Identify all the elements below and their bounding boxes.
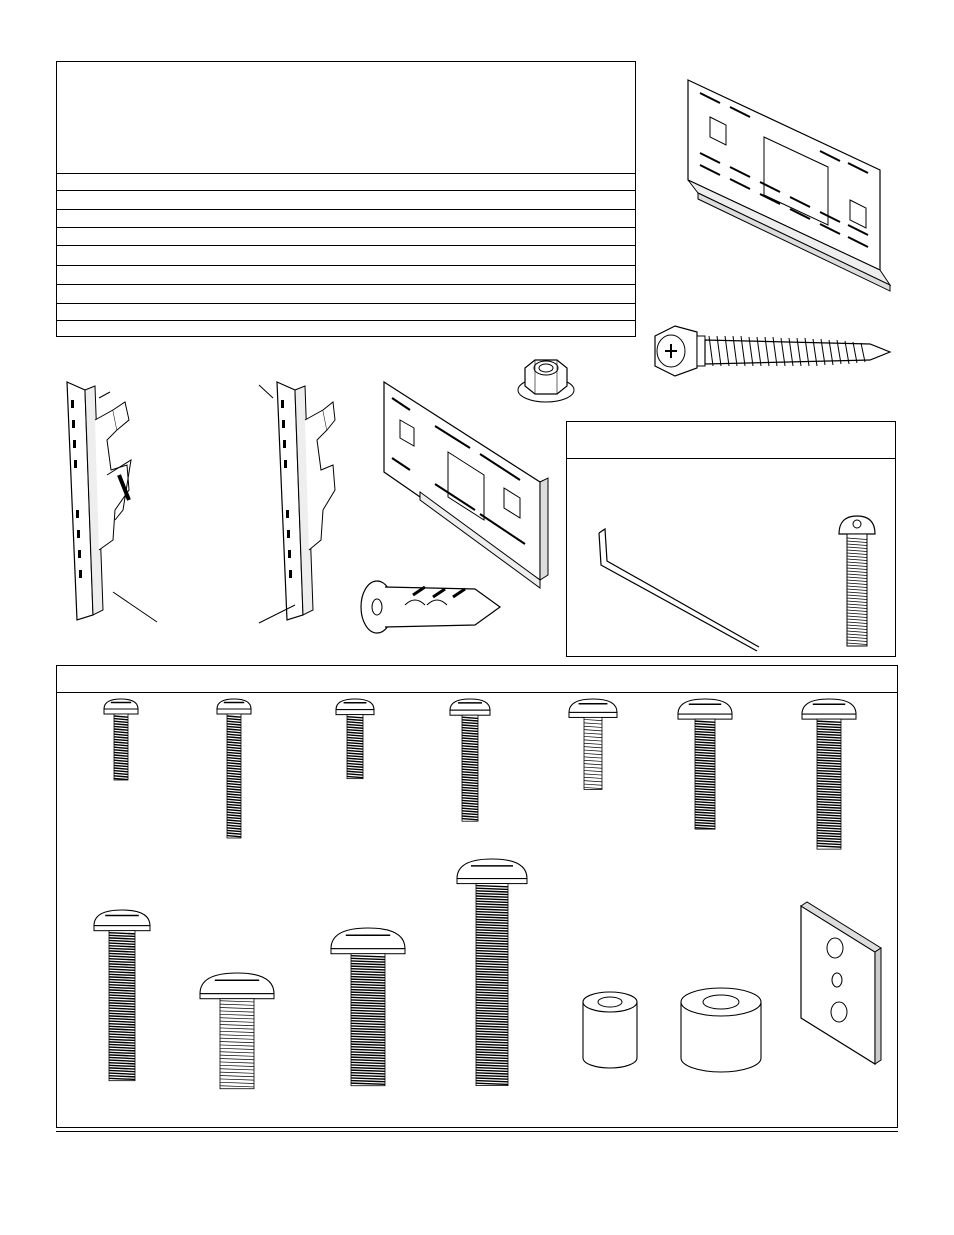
table-row: [57, 227, 635, 228]
hex-key-icon: [595, 527, 765, 652]
adapter-bracket-icon: [255, 380, 365, 630]
machine-screw-icon: [336, 699, 374, 779]
table-row: [57, 265, 635, 266]
table-row: [57, 303, 635, 304]
table-row: [57, 190, 635, 191]
wall-anchor-icon: [355, 575, 505, 640]
machine-screw-icon: [457, 859, 527, 1086]
machine-screw-icon: [104, 699, 138, 780]
parts-table: [56, 61, 636, 337]
machine-screw-icon: [217, 699, 251, 838]
machine-screw-icon: [331, 928, 405, 1086]
table-row: [57, 209, 635, 210]
wall-plate-small-icon: [380, 380, 555, 595]
table-row: [57, 245, 635, 246]
table-row: [57, 173, 635, 174]
security-screw-icon: [835, 514, 879, 649]
hardware-box: [56, 665, 898, 1128]
spacer-icon: [583, 992, 637, 1068]
tools-box: [566, 421, 896, 657]
machine-screw-icon: [450, 699, 490, 821]
flange-nut-icon: [515, 350, 577, 408]
lag-bolt-icon: [645, 318, 895, 388]
washer-plate-icon: [801, 902, 881, 1064]
parts-table-header: [57, 62, 635, 173]
wall-plate-icon: [680, 75, 910, 305]
adapter-bracket-icon: [55, 380, 165, 630]
spacer-icon: [681, 988, 761, 1072]
machine-screw-icon: [94, 910, 150, 1081]
machine-screw-icon: [200, 973, 274, 1089]
hardware-parts: [57, 666, 899, 1129]
table-row: [57, 284, 635, 285]
table-row: [57, 320, 635, 321]
machine-screw-icon: [678, 699, 732, 829]
machine-screw-icon: [802, 699, 856, 849]
footer-rule: [56, 1131, 898, 1132]
machine-screw-icon: [569, 699, 617, 789]
tools-box-title: [567, 422, 895, 459]
